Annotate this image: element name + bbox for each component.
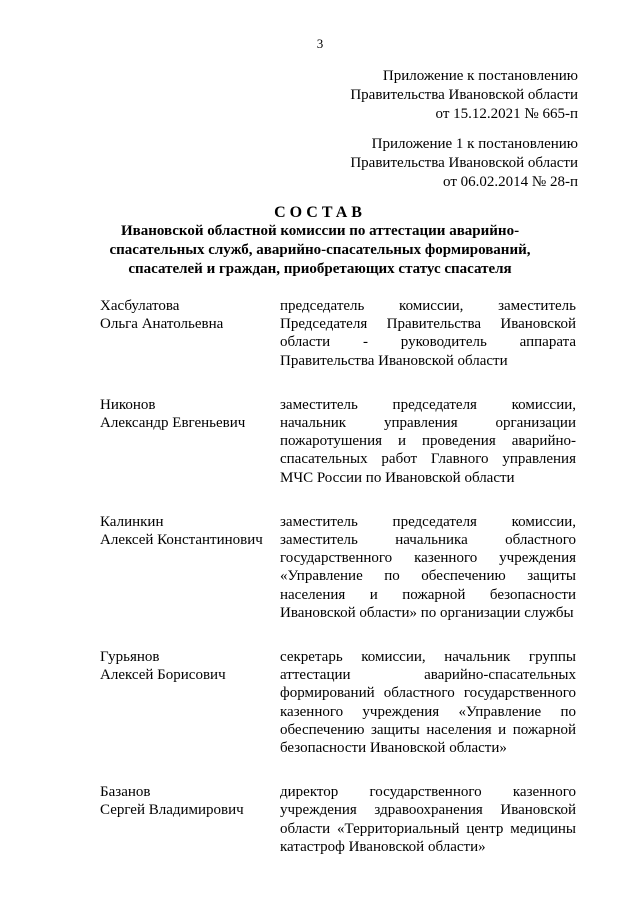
member-role: заместитель председателя комиссии, начальник управления организации пожаротушения и проведения аварийно-спасательных работ Главного управления МЧС России по Ивановской области (280, 396, 576, 486)
title-line: спасательных служб, аварийно-спасательных формирований, (109, 242, 531, 258)
appendix-original-date: от 06.02.2014 № 28-п (443, 174, 578, 190)
member-name (100, 513, 280, 622)
member-row (100, 783, 576, 856)
member-given-name: Сергей Владимирович (100, 802, 244, 819)
appendix-current-line: Правительства Ивановской области (350, 87, 578, 103)
member-surname: Никонов (100, 396, 156, 413)
member-name (100, 783, 280, 856)
appendix-original-line: Правительства Ивановской области (350, 155, 578, 171)
appendix-current-date: от 15.12.2021 № 665-п (435, 106, 578, 122)
member-row (100, 648, 576, 757)
page-number: 3 (316, 36, 324, 51)
member-surname: Калинкин (100, 513, 164, 530)
member-row (100, 513, 576, 622)
member-row (100, 396, 576, 487)
member-given-name: Александр Евгеньевич (100, 415, 246, 432)
member-given-name: Ольга Анатольевна (100, 316, 224, 333)
member-name (100, 648, 280, 757)
member-role: заместитель председателя комиссии, заместитель начальника областного государственного казенного учреждения «Управление по обеспечению защиты населения и пожарной безопасности Ивановской области» по организации службы (280, 513, 576, 621)
member-surname: Гурьянов (100, 649, 160, 666)
appendix-current-line: Приложение к постановлению (382, 68, 578, 84)
appendix-original (350, 135, 578, 192)
title-line: спасателей и граждан, приобретающих статус спасателя (128, 261, 512, 277)
appendix-original-line: Приложение 1 к постановлению (371, 136, 578, 152)
member-name (100, 396, 280, 487)
title-line: Ивановской областной комиссии по аттестации аварийно- (120, 223, 520, 239)
member-name (100, 297, 280, 370)
commission-members (100, 297, 576, 856)
member-row (100, 297, 576, 370)
member-given-name: Алексей Константинович (100, 532, 263, 549)
member-role: директор государственного казенного учреждения здравоохранения Ивановской области «Территориальный центр медицины катастроф Ивановской области» (280, 784, 576, 855)
document-title (0, 203, 640, 279)
member-role: председатель комиссии, заместитель Председателя Правительства Ивановской области - руководитель аппарата Правительства Ивановской области (280, 298, 576, 369)
member-given-name: Алексей Борисович (100, 667, 226, 684)
member-surname: Хасбулатова (100, 298, 180, 314)
member-role: секретарь комиссии, начальник группы аттестации аварийно-спасательных формирований областного государственного казенного учреждения «Управление по обеспечению защиты населения и пожарной безопасности Ивановской области» (280, 649, 576, 757)
appendix-current (350, 67, 578, 124)
member-surname: Базанов (100, 784, 151, 801)
title-heading: СОСТАВ (274, 204, 366, 221)
